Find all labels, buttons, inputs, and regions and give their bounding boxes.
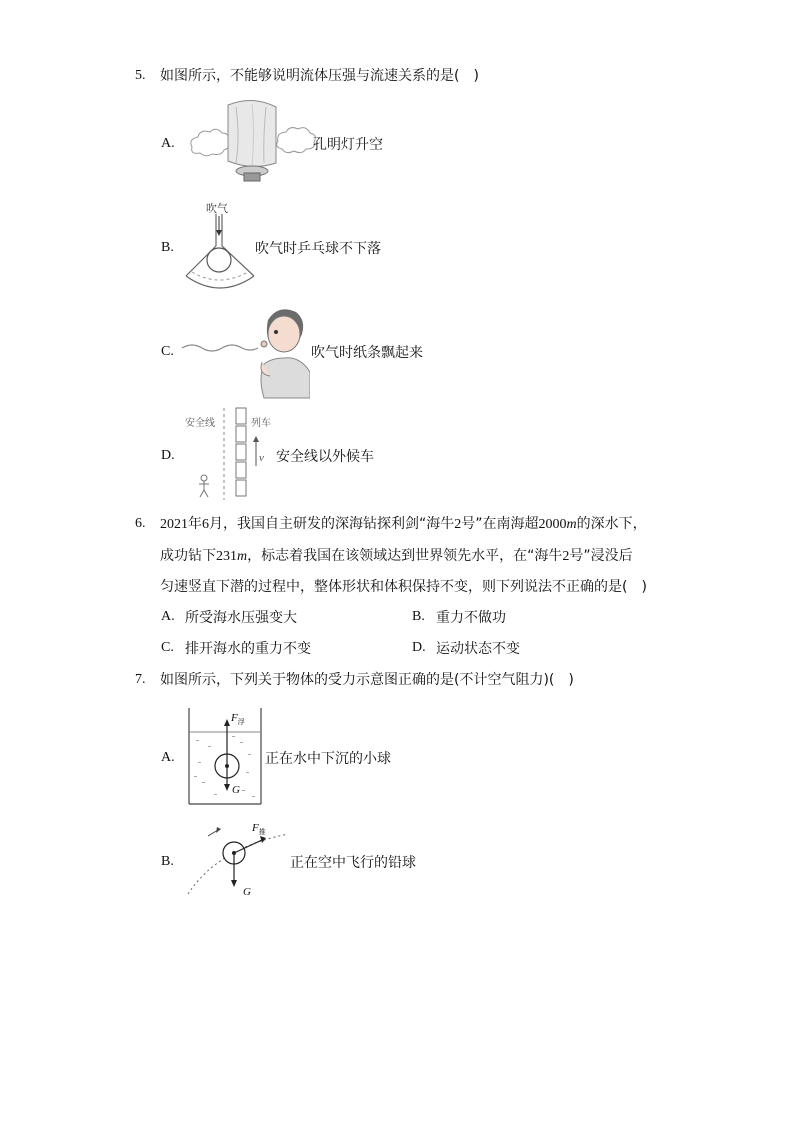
q7-option-b-letter: B. <box>161 854 174 869</box>
lantern-icon <box>228 100 276 181</box>
q5-option-b-letter: B. <box>161 240 174 255</box>
q7-option-b-caption: 正在空中飞行的铅球 <box>290 855 416 871</box>
q6-option-d-text: 运动状态不变 <box>436 641 520 657</box>
q6-option-d-letter: D. <box>412 640 426 655</box>
q6-text: ，标志着我国在该领域达到世界领先水平，在“海牛 <box>247 548 563 564</box>
q6-option-a-letter: A. <box>161 609 175 624</box>
q6-year: 2021 <box>160 517 188 532</box>
gravity-label: G <box>243 886 251 898</box>
boy-blowing-figure <box>180 300 310 400</box>
q6-number: 6. <box>135 516 146 531</box>
person-icon <box>199 475 209 497</box>
q5-option-d-letter: D. <box>161 448 175 463</box>
q6-option-b-text: 重力不做功 <box>436 610 506 626</box>
safety-line-label: 安全线 <box>185 418 215 429</box>
q6-depth: 2000 <box>538 517 567 532</box>
q6-text: 号”浸没后 <box>569 548 633 564</box>
q6-number-2: 2 <box>454 517 462 532</box>
q7-option-a-caption: 正在水中下沉的小球 <box>265 751 391 767</box>
q5-option-a-letter: A. <box>161 136 175 151</box>
q7-stem: 如图所示，下列关于物体的受力示意图正确的是(不计空气阻力)( ) <box>160 672 574 688</box>
q7-number: 7. <box>135 672 146 687</box>
q6-month: 6 <box>202 517 209 532</box>
cloud-right-icon <box>277 128 316 153</box>
push-force-label <box>252 822 266 837</box>
sky-lantern-figure <box>188 95 318 187</box>
paper-strip-icon <box>182 345 258 351</box>
train-label: 列车 <box>251 418 271 429</box>
ping-pong-ball-icon <box>207 248 231 272</box>
train-icon <box>236 408 246 496</box>
buoyancy-label <box>231 712 245 727</box>
gravity-label: G <box>232 784 240 796</box>
funnel-figure <box>180 212 260 298</box>
boy-icon <box>261 309 310 398</box>
sinking-ball-figure <box>186 706 264 808</box>
q6-option-b-letter: B. <box>412 609 425 624</box>
shot-put-figure <box>184 820 294 902</box>
q6-text: 年 <box>188 516 202 532</box>
velocity-label: v <box>259 452 264 464</box>
cloud-left-icon <box>191 129 229 156</box>
q6-line2 <box>160 546 633 567</box>
blow-label: 吹气 <box>206 202 228 215</box>
q6-number-2: 2 <box>562 549 570 564</box>
q6-text: 的深水下， <box>576 516 647 532</box>
q6-text: 号”在南海超 <box>461 516 539 532</box>
q5-option-c-caption: 吹气时纸条飘起来 <box>311 345 423 361</box>
force-subscript: 推 <box>258 828 266 837</box>
q6-unit: m <box>566 517 577 532</box>
q5-option-c-letter: C. <box>161 344 174 359</box>
q6-line1 <box>160 514 647 535</box>
q5-number: 5. <box>135 68 146 83</box>
force-symbol: F <box>231 712 238 724</box>
q6-option-a-text: 所受海水压强变大 <box>185 610 297 626</box>
q5-option-b-caption: 吹气时乒乓球不下落 <box>255 241 381 257</box>
q6-drill-depth: 231 <box>216 549 237 564</box>
force-subscript: 浮 <box>237 718 245 727</box>
q6-option-c-letter: C. <box>161 640 174 655</box>
q6-line3: 匀速竖直下潜的过程中，整体形状和体积保持不变，则下列说法不正确的是( ) <box>160 579 647 595</box>
q6-unit: m <box>237 549 248 564</box>
force-symbol: F <box>252 822 259 834</box>
train-platform-figure <box>190 404 270 502</box>
q7-option-a-letter: A. <box>161 750 175 765</box>
q5-stem: 如图所示，不能够说明流体压强与流速关系的是( ) <box>160 68 479 84</box>
q6-text: 成功钻下 <box>160 548 216 564</box>
q5-option-a-caption: 孔明灯升空 <box>313 137 383 153</box>
q5-option-d-caption: 安全线以外候车 <box>276 449 374 465</box>
q6-option-c-text: 排开海水的重力不变 <box>185 641 311 657</box>
q6-text: 月，我国自主研发的深海钻探利剑“海牛 <box>209 516 455 532</box>
